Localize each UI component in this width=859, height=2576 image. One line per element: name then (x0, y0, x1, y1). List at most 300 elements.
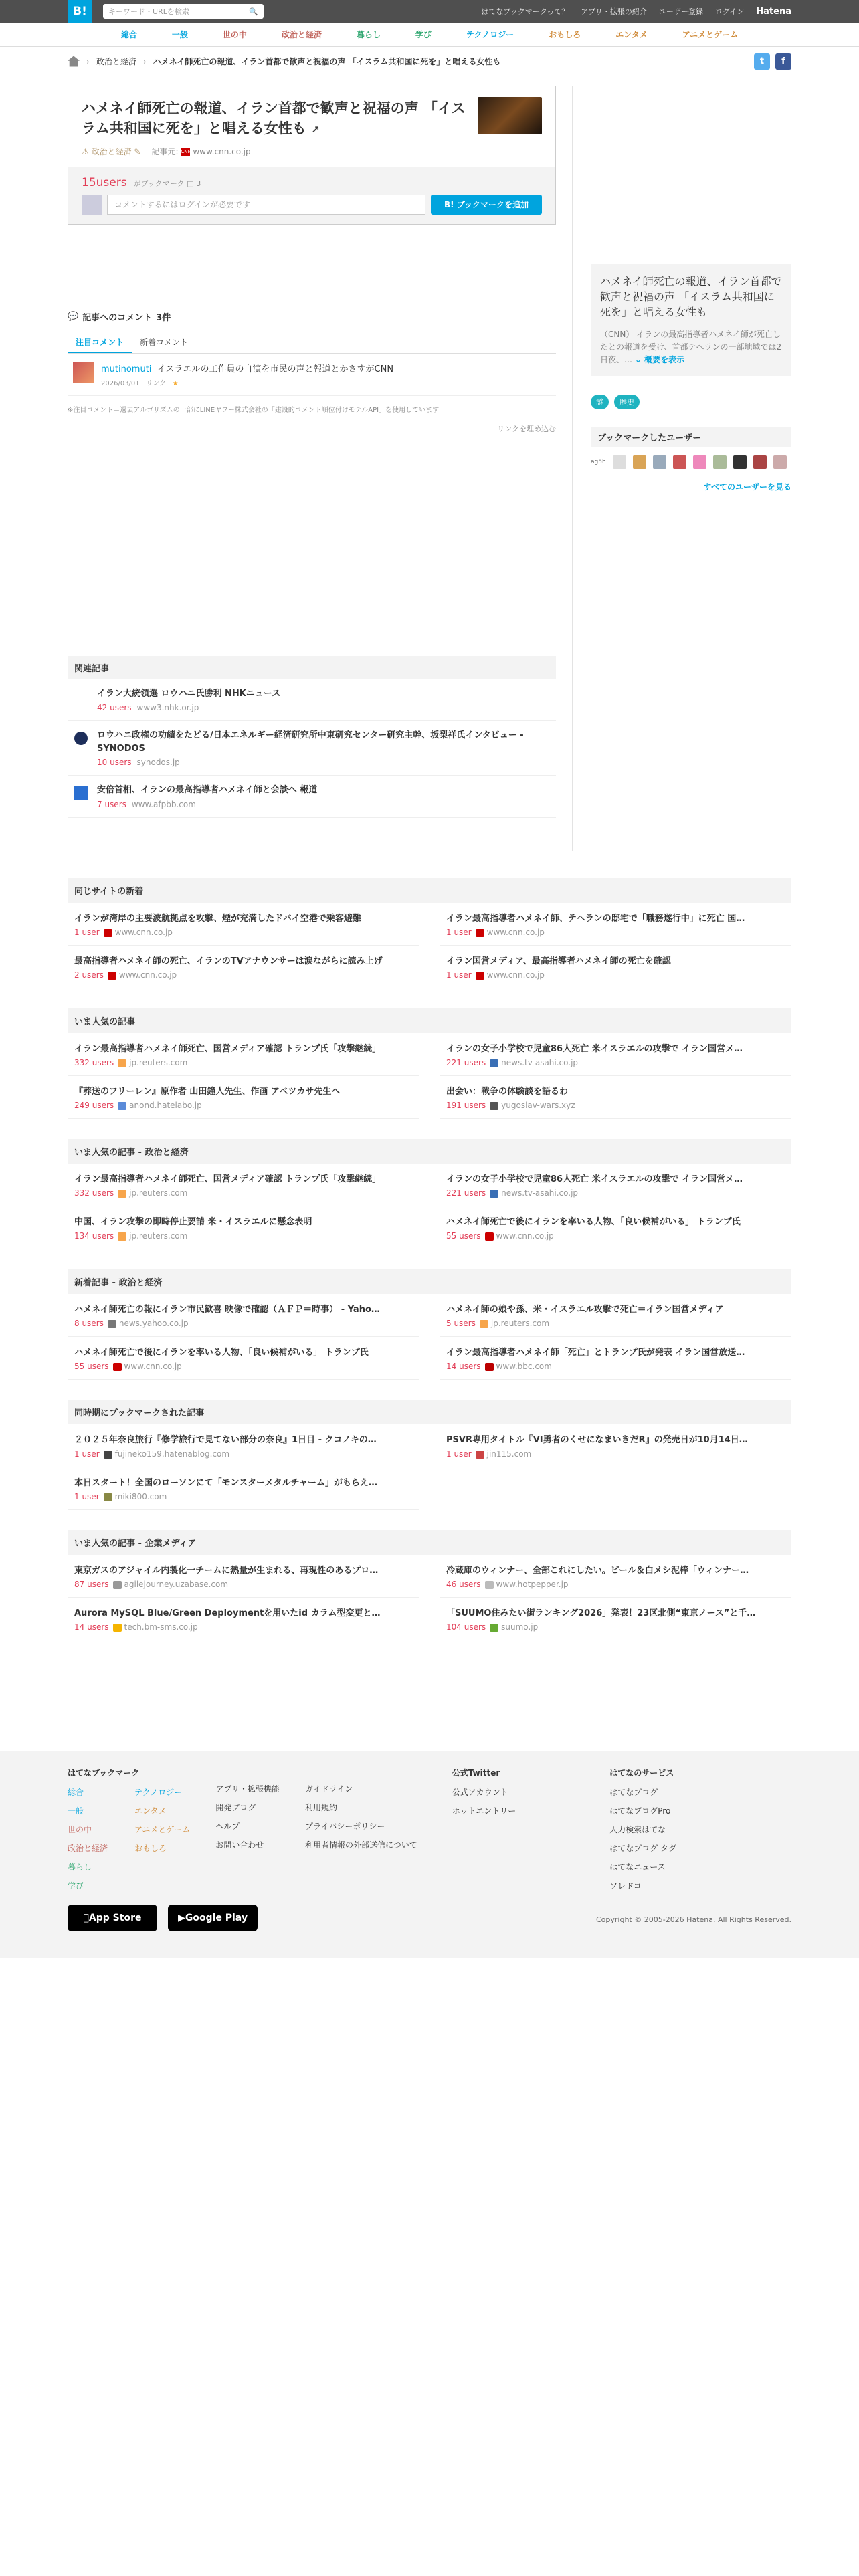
section-title: いま人気の記事 - 政治と経済 (68, 1139, 791, 1164)
article-grid (68, 1424, 791, 1510)
article-item[interactable] (68, 1294, 419, 1337)
comment-input[interactable]: コメントするにはログインが必要です (107, 195, 425, 215)
footer-link[interactable]: プライバシーポリシー (304, 1822, 385, 1831)
apps-link[interactable]: アプリ・拡張の紹介 (581, 7, 647, 16)
entry-header (68, 86, 555, 167)
footer-link[interactable]: はてなブログ タグ (609, 1844, 677, 1853)
site-favicon-icon (113, 1581, 122, 1589)
site-favicon-icon (104, 1493, 112, 1501)
article-meta (74, 1058, 413, 1067)
related-item-site[interactable]: www.afpbb.com (131, 799, 196, 809)
article-item[interactable] (68, 903, 419, 946)
article-grid (68, 1033, 791, 1119)
article-section (68, 1400, 791, 1510)
related-list (68, 679, 556, 818)
afp-icon (74, 786, 88, 800)
related-item[interactable] (68, 679, 556, 722)
chevron-right-icon: › (142, 56, 147, 66)
article-site[interactable]: www.cnn.co.jp (486, 928, 545, 937)
avatar[interactable] (673, 455, 686, 469)
comments-title: 💬 記事へのコメント 3件 (68, 311, 171, 323)
article-title[interactable]: 本日スタート！全国のローソンにて「モンスターメタルチャーム」がもらえ… (74, 1478, 378, 1488)
article-item[interactable] (68, 1206, 419, 1249)
category-link[interactable]: 総合 (120, 30, 137, 39)
article-title[interactable]: Aurora MySQL Blue/Green Deploymentを用いたid カラム型変更と… (74, 1608, 381, 1618)
related-item-site[interactable]: synodos.jp (136, 758, 180, 768)
article-meta (446, 1188, 785, 1198)
article-site[interactable]: anond.hatelabo.jp (129, 1101, 202, 1110)
article-meta (74, 1580, 413, 1589)
site-favicon-icon (113, 1624, 122, 1632)
entry-meta (82, 146, 542, 157)
article-site[interactable]: www.cnn.co.jp (496, 1231, 554, 1241)
related-item[interactable] (68, 721, 556, 776)
footer-heading: はてなブックマーク (68, 1768, 140, 1778)
entry-thumbnail[interactable] (478, 97, 542, 134)
article-item[interactable] (68, 1033, 419, 1076)
site-favicon-icon (118, 1232, 126, 1241)
article-meta (446, 1362, 785, 1371)
article-title[interactable]: 中国、イラン攻撃の即時停止要請 米・イスラエルに懸念表明 (74, 1217, 312, 1227)
hatena-bookmark-logo[interactable]: B! (68, 0, 92, 23)
article-meta (74, 1449, 413, 1459)
related-item-site[interactable]: www3.nhk.or.jp (136, 703, 199, 713)
article-item[interactable] (440, 1555, 791, 1598)
article-site[interactable]: news.tv-asahi.co.jp (501, 1058, 579, 1067)
article-item[interactable] (440, 903, 791, 946)
search-input[interactable] (103, 4, 264, 19)
category-link[interactable]: テクノロジー (466, 30, 514, 39)
summary-title[interactable]: ハメネイ師死亡の報道、イラン首都で歓声と祝福の声 「イスラム共和国に死を」と唱える女性も (600, 275, 782, 319)
article-item[interactable] (68, 1076, 419, 1119)
article-section (68, 1139, 791, 1249)
related-item-users[interactable]: 7 users (97, 799, 126, 809)
article-section (68, 1530, 791, 1640)
footer-col-twitter (452, 1767, 516, 1899)
entry-title[interactable]: ハメネイ師死亡の報道、イラン首都で歓声と祝福の声 「イスラム共和国に死を」と唱える女性も ↗ (82, 100, 466, 137)
article-site[interactable]: news.yahoo.co.jp (118, 1319, 189, 1328)
article-meta (446, 1319, 785, 1328)
footer-col-policy (305, 1767, 417, 1899)
footer-link[interactable]: はてなブログPro (609, 1806, 671, 1816)
article-title[interactable]: イラン最高指導者ハメネイ師死亡、国営メディア確認 トランプ氏「攻撃継続」 (74, 1044, 381, 1054)
category-link[interactable]: 世の中 (222, 30, 247, 39)
article-meta (446, 1622, 785, 1632)
breadcrumb-category[interactable]: 政治と経済 (96, 57, 136, 66)
article-meta (74, 1622, 413, 1632)
footer-link[interactable]: テクノロジー (134, 1788, 183, 1797)
article-users[interactable]: 1 user (74, 1492, 100, 1501)
login-link[interactable]: ログイン (714, 7, 745, 16)
article-users[interactable]: 5 users (446, 1319, 476, 1328)
avatar[interactable] (633, 455, 646, 469)
external-link-icon[interactable]: ↗ (311, 124, 320, 136)
article-meta (74, 1319, 413, 1328)
sidebar (591, 264, 791, 492)
article-title[interactable]: PSVR専用タイトル『VI勇者のくせになまいきだR』の発売日が10月14日… (446, 1435, 748, 1445)
article-users[interactable]: 87 users (74, 1580, 109, 1589)
comment-icon: 💬 (68, 311, 79, 322)
avatar[interactable] (753, 455, 767, 469)
footer-link[interactable]: はてなニュース (609, 1862, 666, 1872)
article-title[interactable]: ２０２５年奈良旅行『修学旅行で見てない部分の奈良』1日目 - クコノキの… (74, 1435, 377, 1445)
footer-link[interactable]: 暮らし (68, 1862, 92, 1872)
site-favicon-icon (476, 972, 484, 980)
article-title[interactable]: イラン最高指導者ハメネイ師、テヘランの邸宅で「職務遂行中」に死亡 国… (446, 914, 745, 924)
site-favicon-icon (485, 1232, 494, 1241)
article-site[interactable]: www.cnn.co.jp (486, 970, 545, 980)
footer-link[interactable]: 開発ブログ (215, 1803, 256, 1812)
article-site[interactable]: www.bbc.com (496, 1362, 552, 1371)
top-nav (481, 6, 791, 17)
article-grid (68, 1555, 791, 1640)
all-users-link[interactable]: すべてのユーザーを見る (703, 482, 791, 492)
comment-tabs (68, 332, 556, 354)
summary-card (591, 264, 791, 376)
article-meta (446, 1231, 785, 1241)
footer-link[interactable]: ヘルプ (215, 1822, 240, 1831)
comment-link[interactable]: リンク (146, 379, 166, 387)
article-section (68, 1269, 791, 1380)
footer-link[interactable]: 政治と経済 (68, 1844, 108, 1853)
tab-new-comments[interactable]: 新着コメント (140, 337, 189, 347)
site-favicon-icon (118, 1102, 126, 1110)
avatar[interactable] (653, 455, 666, 469)
footer-links (68, 1767, 791, 1899)
chevron-right-icon: › (86, 56, 90, 66)
footer-link[interactable]: アニメとゲーム (134, 1825, 191, 1834)
signup-link[interactable]: ユーザー登録 (658, 7, 703, 16)
bookmark-label: がブックマーク □ 3 (133, 179, 201, 188)
article-title[interactable]: イラン国営メディア、最高指導者ハメネイ師の死亡を確認 (446, 956, 671, 966)
add-bookmark-button[interactable]: B! ブックマークを追加 (431, 195, 542, 215)
category-link[interactable]: 暮らし (356, 30, 381, 39)
facebook-icon[interactable]: f (775, 53, 791, 70)
article-item[interactable] (68, 1467, 419, 1510)
article-users[interactable]: 104 users (446, 1622, 486, 1632)
footer-link[interactable]: ホットエントリー (452, 1806, 516, 1816)
article-title[interactable]: ハメネイ師死亡の報にイラン市民歓喜 映像で確認（ＡＦＰ＝時事） - Yaho… (74, 1305, 380, 1315)
article-users[interactable]: 1 user (446, 970, 472, 980)
footer-heading: はてなのサービス (609, 1768, 674, 1778)
show-summary-link[interactable]: ⌄ 概要を表示 (634, 354, 685, 364)
footer-link[interactable]: ガイドライン (304, 1784, 353, 1794)
article-site[interactable]: www.cnn.co.jp (124, 1362, 182, 1371)
article-users[interactable]: 1 user (446, 1449, 472, 1459)
article-users[interactable]: 1 user (446, 928, 472, 937)
article-meta (74, 1101, 413, 1110)
article-users[interactable]: 14 users (74, 1622, 109, 1632)
article-title[interactable]: イラン最高指導者ハメネイ師死亡、国営メディア確認 トランプ氏「攻撃継続」 (74, 1174, 381, 1184)
footer-link[interactable]: 利用者情報の外部送信について (304, 1840, 417, 1850)
article-title[interactable]: 冷蔵庫のウィンナー、全部これにしたい。ビール＆白メシ泥棒「ウィンナー… (446, 1566, 749, 1576)
article-users[interactable]: 2 users (74, 970, 104, 980)
article-item[interactable] (68, 1164, 419, 1206)
entry-category[interactable]: ⚠︎ 政治と経済 ✎ (82, 146, 141, 156)
about-link[interactable]: はてなブックマークって？ (481, 7, 569, 16)
column-divider (572, 86, 573, 851)
summary-desc: （CNN） イランの最高指導者ハメネイ師が死亡したとの報道を受け、首都テヘランの一部地域では2日夜、… ⌄ 概要を表示 (600, 329, 782, 364)
site-favicon-icon (476, 1451, 484, 1459)
category-link[interactable]: アニメとゲーム (682, 30, 739, 39)
article-item[interactable] (440, 1164, 791, 1206)
article-title[interactable]: イランの女子小学校で児童86人死亡 米イスラエルの攻撃で イラン国営メ… (446, 1044, 743, 1054)
article-meta (446, 1580, 785, 1589)
article-item[interactable] (440, 1033, 791, 1076)
article-users[interactable]: 332 users (74, 1058, 114, 1067)
site-favicon-icon (113, 1363, 122, 1371)
related-item-title[interactable]: 安倍首相、イランの最高指導者ハメネイ師と会談へ 報道 (97, 785, 318, 796)
site-favicon-icon (108, 972, 116, 980)
footer-link[interactable]: 人力検索はてな (609, 1825, 666, 1834)
footer-col-apps (215, 1767, 280, 1899)
users-prefix: ag5h (591, 459, 606, 466)
copyright: Copyright © 2005-2026 Hatena. All Rights Reserved. (595, 1915, 791, 1924)
article-title[interactable]: ハメネイ師死亡で後にイランを率いる人物、「良い候補がいる」 トランプ氏 (446, 1217, 741, 1227)
article-meta (446, 1058, 785, 1067)
nhk-icon (74, 690, 88, 704)
article-title[interactable]: 東京ガスのアジャイル内製化一チームに熱量が生まれる、再現性のあるプロ… (74, 1566, 379, 1576)
article-meta (446, 1449, 785, 1459)
section-title: 同時期にブックマークされた記事 (68, 1400, 791, 1424)
article-title[interactable]: ハメネイ師の娘や孫、米・イスラエル攻撃で死亡＝イラン国営メディア (446, 1305, 724, 1315)
article-item[interactable] (440, 1206, 791, 1249)
article-site[interactable]: agilejourney.uzabase.com (124, 1580, 229, 1589)
lower-sections (68, 878, 791, 1660)
article-meta (74, 1188, 413, 1198)
article-grid (68, 903, 791, 988)
entry-source-link[interactable]: www.cnn.co.jp (193, 146, 251, 156)
avatar[interactable] (613, 455, 626, 469)
article-users[interactable]: 134 users (74, 1231, 114, 1241)
article-site[interactable]: jp.reuters.com (129, 1058, 188, 1067)
article-site[interactable]: tech.bm-sms.co.jp (124, 1622, 198, 1632)
article-item[interactable] (68, 946, 419, 988)
category-link[interactable]: おもしろ (549, 30, 581, 39)
article-site[interactable]: yugoslav-wars.xyz (501, 1101, 575, 1110)
cnn-icon: CNN (181, 149, 191, 155)
share-buttons (754, 53, 791, 70)
article-users[interactable]: 332 users (74, 1188, 114, 1198)
search-placeholder: キーワード・URLを検索 (108, 7, 189, 16)
category-link[interactable]: エンタメ (615, 30, 648, 39)
users-row (82, 176, 542, 189)
article-item[interactable] (68, 1555, 419, 1598)
footer-link[interactable]: 世の中 (68, 1825, 92, 1834)
user-avatars (591, 455, 791, 469)
comment-row (82, 195, 542, 215)
article-item[interactable] (440, 1337, 791, 1380)
synodos-icon (74, 732, 88, 745)
google-play-badge[interactable]: ▶ Google Play (168, 1905, 258, 1931)
footer-link[interactable]: ソレドコ (609, 1881, 642, 1891)
comment-user[interactable]: mutinomuti (101, 364, 152, 374)
article-title[interactable]: 『葬送のフリーレン』原作者 山田鐘人先生、作画 アベツカサ先生へ (74, 1087, 341, 1097)
article-meta (446, 1101, 785, 1110)
article-title[interactable]: 出会い：戦争の体験談を語るわ (446, 1087, 569, 1097)
article-title[interactable]: イランが湾岸の主要波航拠点を攻撃、煙が充満したドバイ空港で乗客避難 (74, 914, 361, 924)
footer (0, 1751, 859, 1958)
article-users[interactable]: 1 user (74, 928, 100, 937)
related-item-title[interactable]: イラン大統領選 ロウハニ氏勝利 NHKニュース (97, 688, 281, 699)
avatar[interactable] (713, 455, 727, 469)
article-users[interactable]: 1 user (74, 1449, 100, 1459)
avatar (82, 195, 102, 215)
article-users[interactable]: 221 users (446, 1188, 486, 1198)
tab-featured-comments[interactable]: 注目コメント (68, 332, 132, 353)
article-grid (68, 1294, 791, 1380)
article-item[interactable] (440, 946, 791, 988)
related-item-users[interactable]: 42 users (97, 703, 132, 713)
avatar[interactable] (773, 455, 787, 469)
users-count[interactable]: 15users (82, 175, 127, 189)
hatena-logo[interactable]: Hatena (756, 6, 791, 17)
article-meta (74, 928, 413, 937)
section-title: いま人気の記事 (68, 1008, 791, 1033)
search-icon[interactable]: 🔍 (249, 7, 258, 16)
related-item-title[interactable]: ロウハニ政権の功績をたどる/日本エネルギー経済研究所中東研究センター研究主幹、坂梨祥氏インタビュー - SYNODOS (97, 730, 524, 754)
article-site[interactable]: jp.reuters.com (129, 1188, 188, 1198)
article-meta (446, 970, 785, 980)
article-site[interactable]: miki800.com (114, 1492, 167, 1501)
site-favicon-icon (476, 929, 484, 937)
footer-link[interactable]: おもしろ (134, 1844, 167, 1853)
site-favicon-icon (490, 1624, 498, 1632)
article-meta (74, 1492, 413, 1501)
tag[interactable]: 謎 (591, 395, 609, 409)
entry-source: 記事元: CNN www.cnn.co.jp (151, 146, 251, 156)
tag[interactable]: 歴史 (614, 395, 640, 409)
article-users[interactable]: 55 users (446, 1231, 481, 1241)
bookmark-users-title: ブックマークしたユーザー (591, 427, 791, 447)
article-title[interactable]: イラン最高指導者ハメネイ師「死亡」とトランプ氏が発表 イラン国営放送… (446, 1348, 745, 1358)
site-favicon-icon (485, 1581, 494, 1589)
article-users[interactable]: 14 users (446, 1362, 481, 1371)
article-item[interactable] (68, 1337, 419, 1380)
entry-footer (68, 167, 555, 224)
article-users[interactable]: 46 users (446, 1580, 481, 1589)
entry-box (68, 86, 556, 225)
twitter-icon[interactable]: t (754, 53, 770, 70)
article-site[interactable]: news.tv-asahi.co.jp (501, 1188, 579, 1198)
article-site[interactable]: www.hotpepper.jp (496, 1580, 569, 1589)
footer-link[interactable]: お問い合わせ (215, 1840, 264, 1850)
article-item[interactable] (440, 1076, 791, 1119)
article-title[interactable]: 最高指導者ハメネイ師の死亡、イランのTVアナウンサーは涙ながらに読み上げ (74, 956, 383, 966)
article-users[interactable]: 8 users (74, 1319, 104, 1328)
article-section (68, 1008, 791, 1119)
article-meta (74, 1231, 413, 1241)
article-users[interactable]: 55 users (74, 1362, 109, 1371)
main-column (68, 86, 556, 818)
breadcrumb-title: ハメネイ師死亡の報道、イラン首都で歓声と祝福の声 「イスラム共和国に死を」と唱える女性も (153, 57, 501, 66)
article-site[interactable]: jin115.com (486, 1449, 532, 1459)
avatar[interactable] (693, 455, 706, 469)
article-users[interactable]: 191 users (446, 1101, 486, 1110)
category-link[interactable]: 政治と経済 (281, 30, 322, 39)
article-site[interactable]: www.cnn.co.jp (118, 970, 177, 980)
footer-link[interactable]: 一般 (68, 1806, 84, 1816)
site-favicon-icon (490, 1190, 498, 1198)
site-favicon-icon (118, 1059, 126, 1067)
footer-link[interactable]: はてなブログ (609, 1788, 658, 1797)
home-icon[interactable] (68, 56, 80, 67)
site-favicon-icon (490, 1102, 498, 1110)
footer-heading: 公式Twitter (452, 1768, 500, 1778)
article-title[interactable]: 「SUUMO住みたい街ランキング2026」発表！23区北側“東京ノース”と千… (446, 1608, 756, 1618)
article-item[interactable] (440, 1598, 791, 1640)
related-item[interactable] (68, 776, 556, 818)
section-title: 同じサイトの新着 (68, 878, 791, 903)
category-link[interactable]: 学び (415, 30, 432, 39)
article-title[interactable]: イランの女子小学校で児童86人死亡 米イスラエルの攻撃で イラン国営メ… (446, 1174, 743, 1184)
site-favicon-icon (118, 1190, 126, 1198)
site-favicon-icon (104, 929, 112, 937)
avatar[interactable] (73, 362, 94, 383)
article-site[interactable]: jp.reuters.com (490, 1319, 550, 1328)
site-favicon-icon (480, 1320, 488, 1328)
comments-note: ※注目コメント＝過去アルゴリズムの一部にLINEヤフー株式会社の「建設的コメント順位付けモデルAPI」を使用しています (68, 406, 440, 414)
site-favicon-icon (108, 1320, 116, 1328)
site-favicon-icon (485, 1363, 494, 1371)
related-title: 関連記事 (68, 656, 556, 679)
comment-meta: 2026/03/01 リンク ★ (101, 379, 179, 387)
footer-link[interactable]: エンタメ (134, 1806, 167, 1816)
article-site[interactable]: jp.reuters.com (129, 1231, 188, 1241)
star-icon[interactable]: ★ (172, 379, 179, 387)
footer-link[interactable]: アプリ・拡張機能 (215, 1784, 280, 1794)
article-item[interactable] (440, 1294, 791, 1337)
footer-link[interactable]: 学び (68, 1881, 84, 1891)
article-item[interactable] (440, 1424, 791, 1467)
article-users[interactable]: 249 users (74, 1101, 114, 1110)
footer-link[interactable]: 利用規約 (304, 1803, 337, 1812)
footer-link[interactable]: 公式アカウント (452, 1788, 508, 1797)
article-users[interactable]: 221 users (446, 1058, 486, 1067)
footer-link[interactable]: 総合 (68, 1788, 84, 1797)
app-store-badge[interactable]: App Store (68, 1905, 157, 1931)
section-title: いま人気の記事 - 企業メディア (68, 1530, 791, 1555)
article-grid (68, 1164, 791, 1249)
article-site[interactable]: suumo.jp (501, 1622, 539, 1632)
comment-text: イスラエルの工作員の自演を市民の声と報道とかさすがCNN (157, 364, 394, 374)
category-link[interactable]: 一般 (171, 30, 188, 39)
category-nav (0, 23, 859, 47)
avatar[interactable] (733, 455, 747, 469)
site-favicon-icon (104, 1451, 112, 1459)
footer-col-services (609, 1767, 676, 1899)
article-item[interactable] (68, 1598, 419, 1640)
article-meta (446, 928, 785, 937)
comment-item (68, 354, 556, 396)
article-item[interactable] (68, 1424, 419, 1467)
article-site[interactable]: fujineko159.hatenablog.com (114, 1449, 230, 1459)
app-store-badges (68, 1905, 258, 1931)
article-meta (74, 970, 413, 980)
related-item-users[interactable]: 10 users (97, 758, 132, 768)
top-bar (0, 0, 859, 23)
site-favicon-icon (490, 1059, 498, 1067)
tag-list (591, 395, 791, 409)
breadcrumb (0, 47, 859, 76)
article-title[interactable]: ハメネイ師死亡で後にイランを率いる人物、「良い候補がいる」 トランプ氏 (74, 1348, 369, 1358)
article-site[interactable]: www.cnn.co.jp (114, 928, 173, 937)
article-meta (74, 1362, 413, 1371)
footer-col-bookmark (68, 1767, 190, 1899)
article-section (68, 878, 791, 988)
embed-link[interactable]: リンクを埋め込む (497, 424, 556, 433)
section-title: 新着記事 - 政治と経済 (68, 1269, 791, 1294)
